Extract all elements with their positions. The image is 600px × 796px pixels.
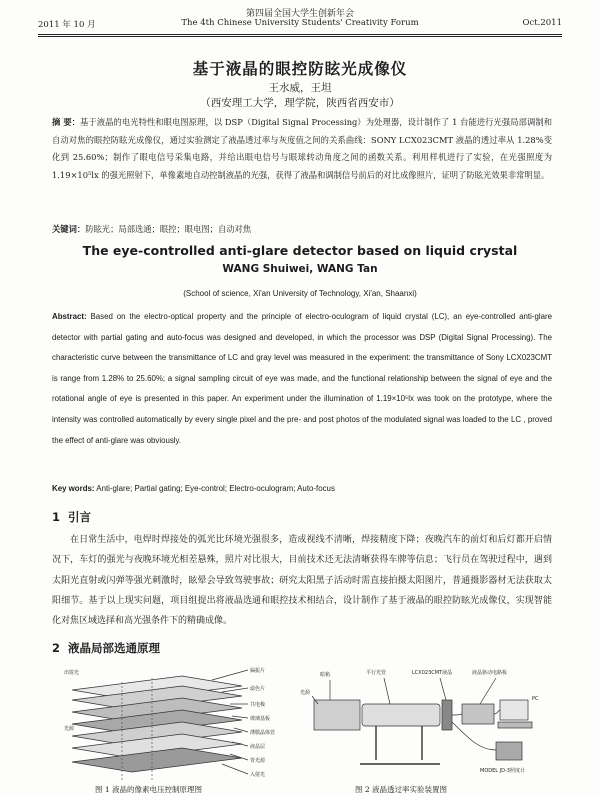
figure2-apparatus — [300, 660, 552, 786]
header-conference-cn: 第四届全国大学生创新年会 — [245, 9, 354, 19]
fig1-label-0: 偏振片 — [250, 668, 266, 674]
section2-number: 2 — [52, 641, 61, 655]
fig1-label-9: 出射光 — [64, 670, 80, 676]
fig2-pc-keyboard — [498, 722, 532, 728]
fig1-label-3: 玻璃基板 — [250, 716, 271, 722]
fig2-lcd — [442, 700, 452, 730]
header-rule-thin — [38, 36, 562, 37]
abstract-cn — [52, 114, 552, 184]
running-header — [38, 6, 562, 34]
section-heading-introduction — [52, 509, 91, 525]
authors-cn: 王水威，王坦 — [268, 82, 332, 94]
keywords-cn-text: 防眩光；局部选通；眼控；眼电图；自动对焦 — [85, 224, 252, 234]
abstract-en-label: Abstract: — [52, 312, 87, 321]
fig2-label-3: 液晶驱动电路板 — [472, 670, 508, 676]
fig2-lux-meter — [496, 742, 522, 760]
fig2-collimator — [362, 704, 440, 726]
fig1-label-2: 共电极 — [250, 702, 266, 708]
fig1-label-6: 背光源 — [250, 758, 266, 764]
fig2-label-6: MODEL JD-3照度计 — [480, 768, 525, 774]
keywords-en — [52, 479, 552, 500]
fig2-pc-monitor — [500, 700, 528, 720]
abstract-en-text: Based on the electro-optical property and the principle of electro-oculogram of liquid crystal (LC), an eye-controlled anti-glare detector with partial gating and auto-focus was designed and developed, in which the processor was DSP (Digital Signal Processing). The characteristic curve between the transmittance of LC and gray level was measured in the experiment: the transmittance of Sony LCX023CMT is range from 1.28% to 25.60%; a signal sampling circuit of eye was made, and the functional relationship between the signal of eye and the rotational angle of eye is presented in this paper. An experiment under the illumination of 1.19×10⁵lx was took on the prototype, where the intensity was controlled automatically by every single pixel and the pre- and post photos of the modulated signal was loaded to the LC , proved the effect of anti-glare was obviously. — [52, 312, 552, 445]
fig2-dark-box — [314, 700, 360, 730]
section2-title: 液晶局部选通原理 — [68, 641, 161, 655]
header-conference-en: The 4th Chinese University Students' Creativity Forum — [181, 18, 419, 28]
fig2-label-4: 光源 — [300, 690, 311, 696]
abstract-en — [52, 307, 552, 451]
section1-paragraph: 在日常生活中，电焊时焊接处的弧光比环境光强很多，造成视线不清晰，焊接精度下降；夜晚汽车的前灯和后灯都开启情况下，车灯的强光与夜晚环境光相差悬殊，照片对比很大，目前技术还无法清晰获得车牌等信息；飞行员在驾驶过程中，遇到太阳光直射或闪弹等强光刺激时，眩晕会导致驾驶事故；研究太阳黑子活动时需直接拍摄太阳图片，普通摄影器材无法获取太阳细节。基于以上现实问题，项目组提出将液晶选通和眼控技术相结合，设计制作了基于液晶的眼控防眩光成像仪，实现智能化对焦区域选择和高光强条件下的精确成像。 — [52, 535, 552, 627]
keywords-en-text: Anti-glare; Partial gating; Eye-control; Electro-oculogram; Auto-focus — [94, 484, 335, 493]
title-cn: 基于液晶的眼控防眩光成像仪 — [192, 59, 408, 78]
abstract-cn-text: 基于液晶的电光特性和眼电图原理，以 DSP（Digital Signal Processing）为处理器，设计制作了 1 台能进行光强局部调制和自动对焦的眼控防眩光成像仪，通过实验测定了液晶透过率与灰度值之间的关系曲线：SONY LCX023CMT 液晶的透过率从 1.28%变化到 25.60%；制作了眼电信号采集电路，并给出眼电信号与眼球转动角度之间的函数关系。利用样机进行了实验，在光强照度为 1.19×10⁵lx 的强光照射下，单像素地自动控制液晶的光强，获得了液晶和调制信号前后的对比成像照片，证明了防眩光效果非常明显。 — [52, 117, 553, 180]
fig2-label-0: 暗箱 — [320, 672, 331, 678]
title-en: The eye-controlled anti-glare detector based on liquid crystal — [82, 243, 518, 258]
section1-number: 1 — [52, 510, 61, 524]
affiliation-cn: （西安理工大学，理学院，陕西省西安市） — [200, 97, 400, 109]
figure1-caption: 图 1 液晶的像素电压控制原理图 — [95, 785, 203, 794]
fig1-label-1: 滤色片 — [250, 686, 266, 692]
fig2-driver-board — [462, 704, 494, 724]
header-date-en: Oct.2011 — [522, 18, 562, 28]
fig2-label-1: 平行光管 — [366, 670, 387, 676]
fig1-label-8: 光源 — [64, 726, 75, 732]
keywords-en-label: Key words: — [52, 484, 95, 493]
header-date-cn: 2011 年 10 月 — [38, 20, 96, 30]
fig1-label-4: 薄膜晶体管 — [250, 730, 276, 736]
abstract-cn-label: 摘 要： — [52, 117, 81, 127]
keywords-cn-label: 关键词： — [52, 224, 86, 234]
header-rule — [38, 34, 562, 35]
figure1-lcd-structure — [62, 660, 284, 786]
authors-en: WANG Shuiwei, WANG Tan — [222, 263, 378, 275]
section-heading-principle — [52, 640, 160, 656]
fig1-label-7: 入射光 — [250, 772, 266, 778]
fig2-label-2: LCX023CMT液晶 — [412, 670, 453, 676]
figure2-caption: 图 2 液晶透过率实验装置图 — [355, 785, 448, 794]
affiliation-en: (School of science, Xi'an University of Technology, Xi'an, Shaanxi) — [183, 289, 417, 298]
fig2-label-5: PC — [532, 696, 539, 702]
keywords-cn — [52, 221, 552, 239]
section1-title: 引言 — [68, 510, 92, 524]
fig1-label-5: 液晶层 — [250, 744, 266, 750]
